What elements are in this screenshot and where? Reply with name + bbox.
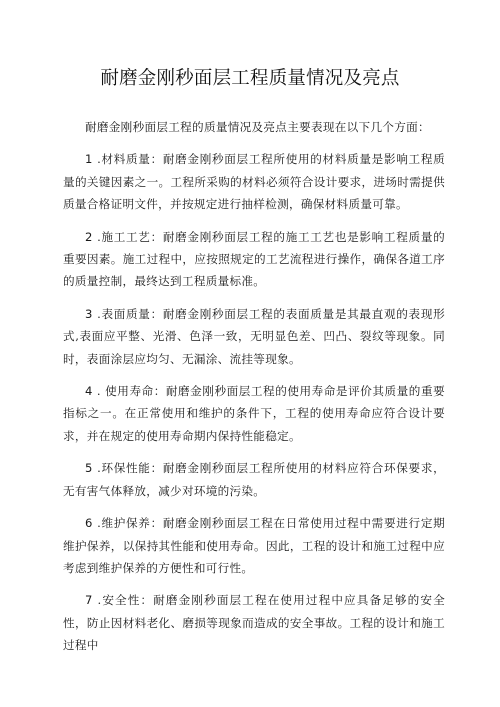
item-text: . 使用寿命：耐磨金刚秒面层工程的使用寿命是评价其质量的重要指标之一。在正常使用和维护的条件下，工程的使用寿命应符合设计要求，并在规定的使用寿命期内保持性能稳定。 bbox=[63, 384, 445, 443]
item-number: 3 bbox=[85, 306, 93, 321]
item-number: 7 bbox=[85, 593, 93, 608]
paragraph-1 bbox=[63, 148, 445, 215]
item-number: 2 bbox=[85, 229, 93, 244]
item-text: .安全性：耐磨金刚秒面层工程在使用过程中应具备足够的安全性，防止因材料老化、磨损等现象而造成的安全事故。工程的设计和施工过程中 bbox=[63, 593, 445, 653]
paragraph-3 bbox=[63, 303, 445, 370]
paragraph-7 bbox=[63, 589, 445, 656]
document-title: 耐磨金刚秒面层工程质量情况及亮点 bbox=[100, 68, 400, 89]
item-text: .维护保养：耐磨金刚秒面层工程在日常使用过程中需要进行定期维护保养，以保持其性能和使用寿命。因此，工程的设计和施工过程中应考虑到维护保养的方便性和可行性。 bbox=[63, 516, 445, 575]
item-number: 4 bbox=[85, 384, 93, 399]
paragraph-4 bbox=[63, 380, 445, 447]
item-text: .环保性能：耐磨金刚秒面层工程所使用的材料应符合环保要求，无有害气体释放，减少对环境的污染。 bbox=[63, 461, 445, 498]
item-text: .材料质量：耐磨金刚秒面层工程所使用的材料质量是影响工程质量的关键因素之一。工程所采购的材料必须符合设计要求，进场时需提供质量合格证明文件，并按规定进行抽样检测，确保材料质量可靠。 bbox=[63, 152, 445, 212]
paragraph-5 bbox=[63, 457, 445, 502]
document-body bbox=[63, 116, 445, 667]
item-text: .施工工艺：耐磨金刚秒面层工程的施工工艺也是影响工程质量的重要因素。施工过程中，应按照规定的工艺流程进行操作，确保各道工序的质量控制，最终达到工程质量标准。 bbox=[63, 229, 445, 289]
item-number: 1 bbox=[85, 152, 93, 167]
item-number: 6 bbox=[85, 516, 93, 531]
item-text: .表面质量：耐磨金刚秒面层工程的表面质量是其最直观的表现形式,表面应平整、光滑、色泽一致，无明显色差、凹凸、裂纹等现象。同时，表面涂层应均匀、无漏涂、流挂等现象。 bbox=[63, 306, 445, 366]
intro-paragraph: 耐磨金刚秒面层工程的质量情况及亮点主要表现在以下几个方面： bbox=[85, 120, 430, 134]
paragraph-2 bbox=[63, 226, 445, 293]
item-number: 5 bbox=[85, 461, 93, 476]
paragraph-6 bbox=[63, 512, 445, 579]
